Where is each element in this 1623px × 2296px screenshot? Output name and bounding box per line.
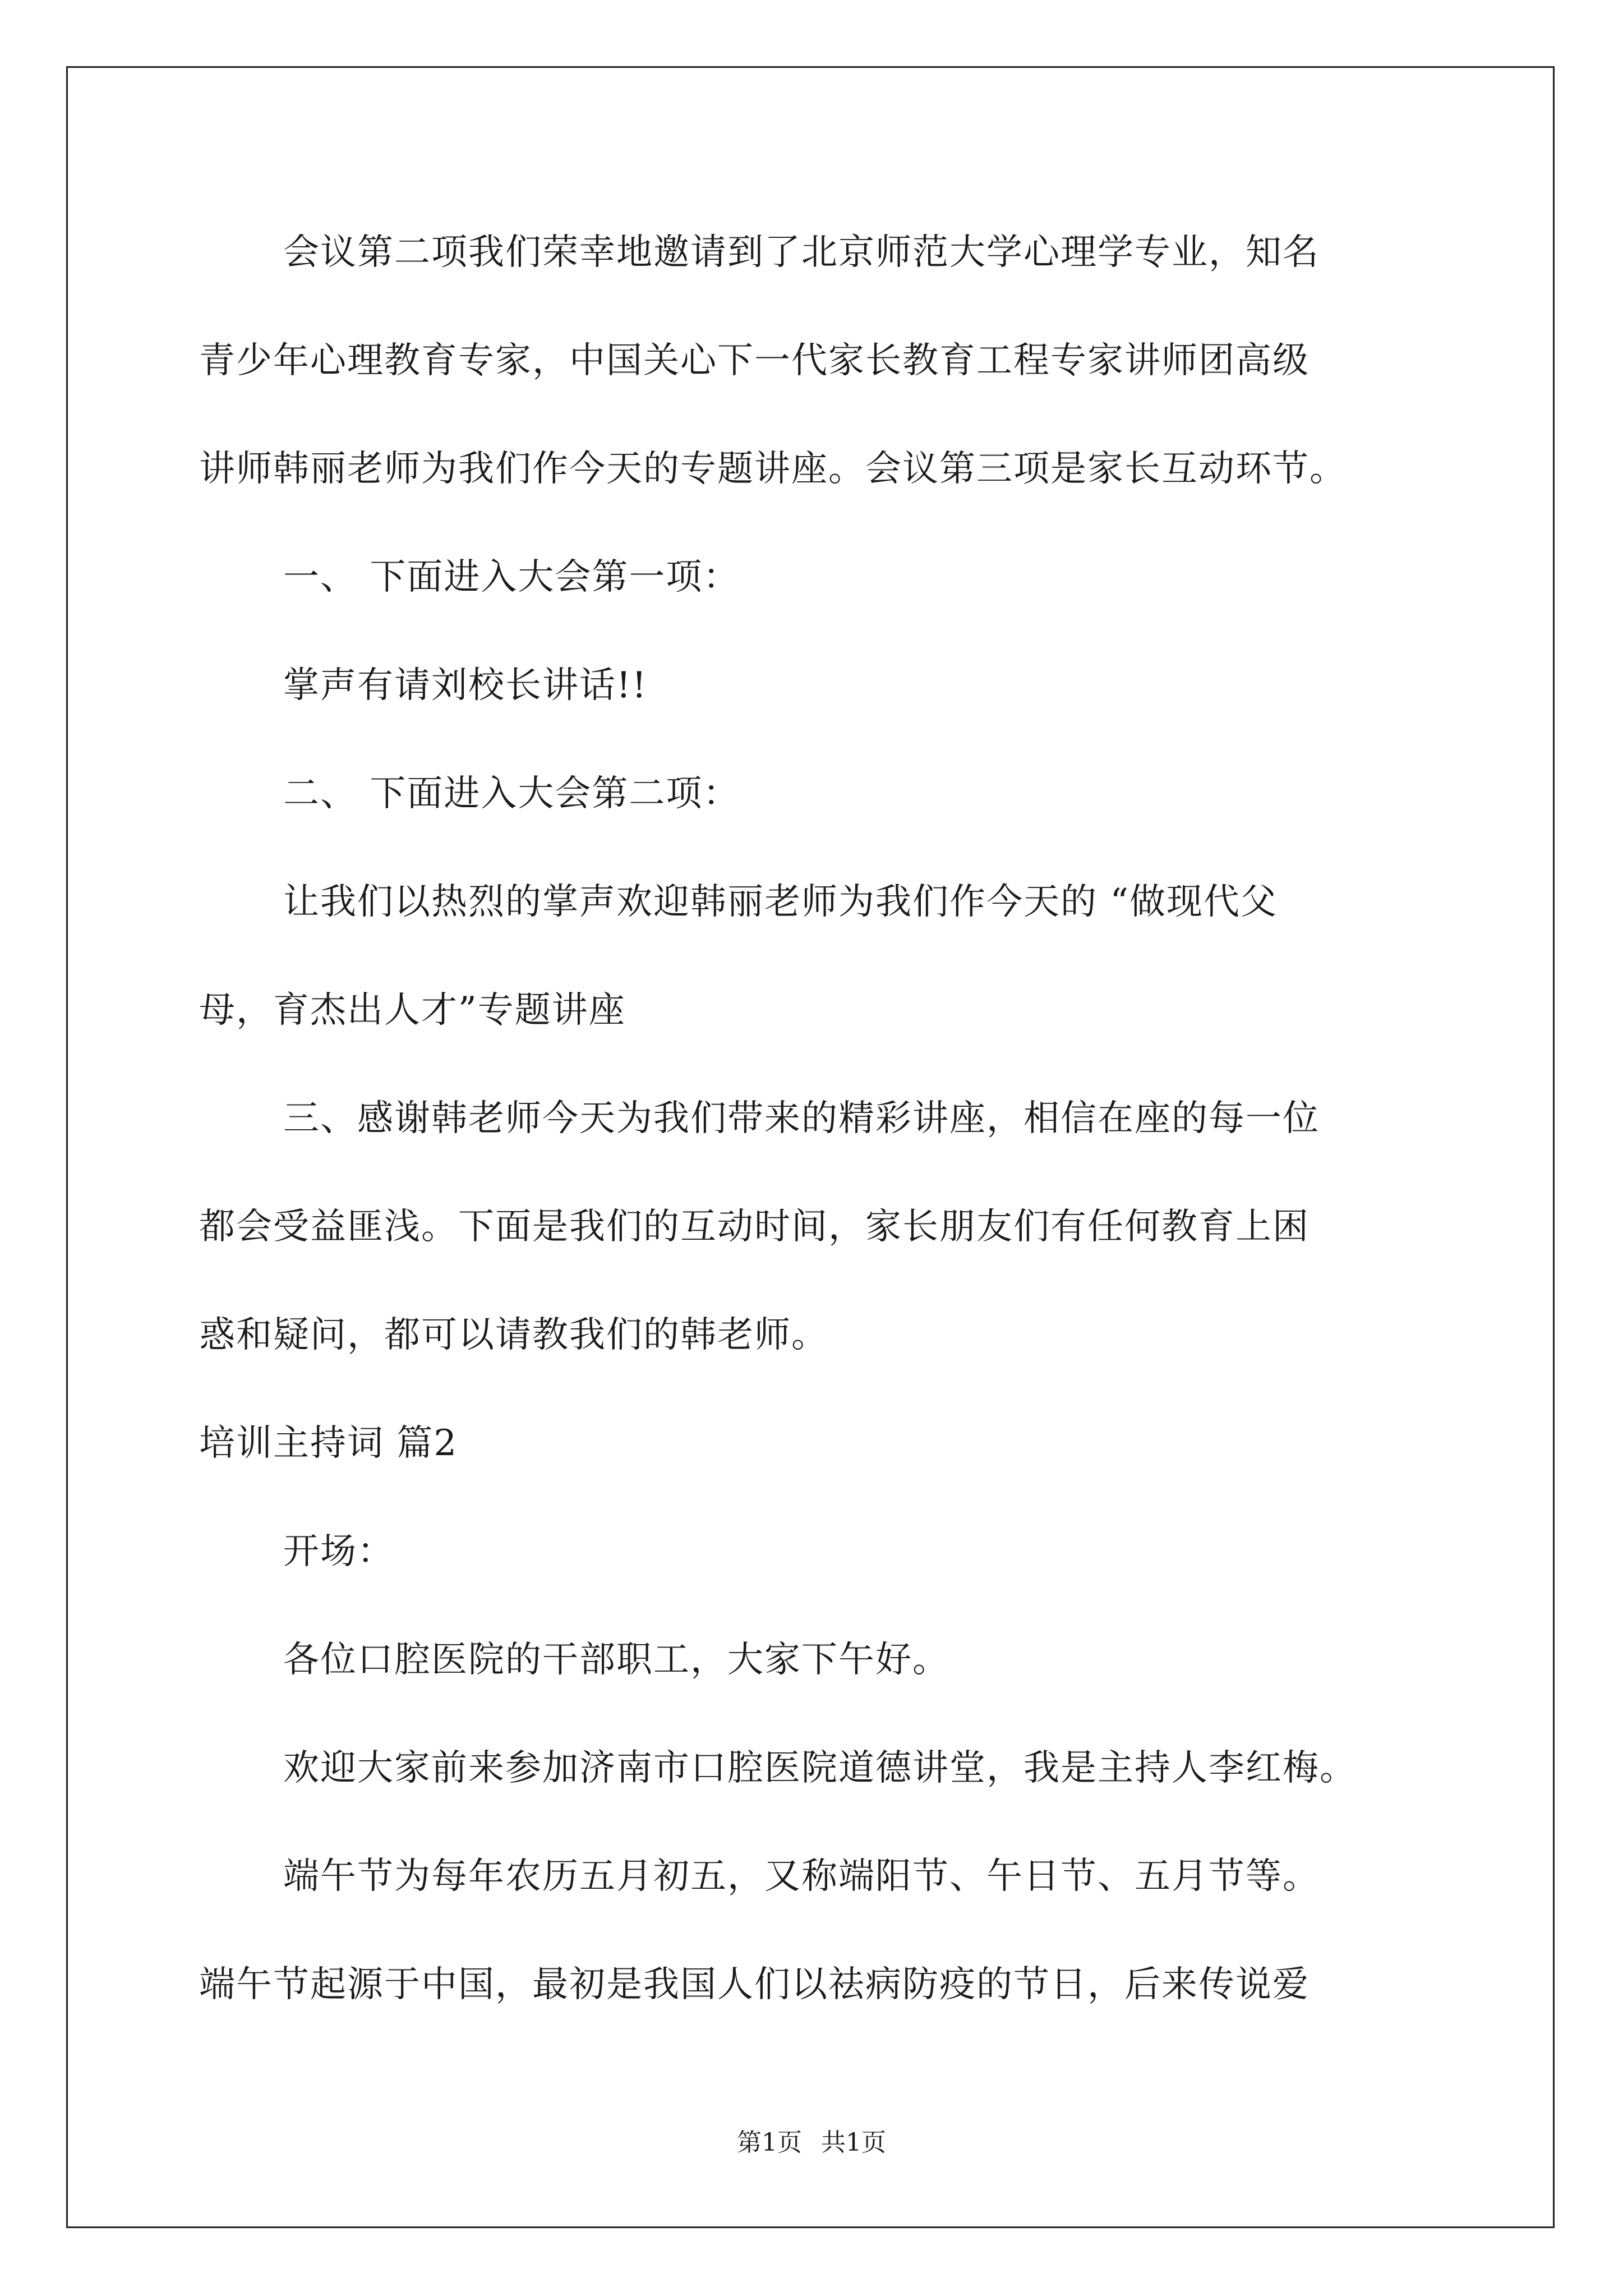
paragraph-line: 会议第二项我们荣幸地邀请到了北京师范大学心理学专业，知名 <box>283 232 1320 273</box>
paragraph-line: 都会受益匪浅。下面是我们的互动时间，家长朋友们有任何教育上困 <box>199 1206 1310 1248</box>
paragraph-line: 掌声有请刘校长讲话!! <box>283 665 648 706</box>
paragraph-line: 让我们以热烈的掌声欢迎韩丽老师为我们作今天的 “做现代父 <box>283 881 1278 923</box>
list-item-heading: 二、 下面进入大会第二项： <box>283 773 740 815</box>
paragraph-line: 母，育杰出人才”专题讲座 <box>199 990 626 1031</box>
page-total: 共1页 <box>821 2128 886 2157</box>
paragraph-line: 开场： <box>283 1531 394 1572</box>
section-heading: 培训主持词 篇2 <box>199 1423 458 1464</box>
paragraph-line: 端午节起源于中国，最初是我国人们以祛病防疫的节日，后来传说爱 <box>199 1964 1310 2005</box>
paragraph-line: 各位口腔医院的干部职工，大家下午好。 <box>283 1639 949 1681</box>
list-item-heading: 一、 下面进入大会第一项： <box>283 556 740 598</box>
paragraph-line: 惑和疑问，都可以请教我们的韩老师。 <box>199 1314 828 1356</box>
paragraph-line: 欢迎大家前来参加济南市口腔医院道德讲堂，我是主持人李红梅。 <box>283 1747 1357 1789</box>
page-footer <box>0 2127 1623 2159</box>
paragraph-line: 青少年心理教育专家，中国关心下一代家长教育工程专家讲师团高级 <box>199 340 1310 381</box>
paragraph-line: 端午节为每年农历五月初五，又称端阳节、午日节、五月节等。 <box>283 1856 1320 1897</box>
page-number: 第1页 <box>737 2128 802 2157</box>
paragraph-line: 三、感谢韩老师今天为我们带来的精彩讲座，相信在座的每一位 <box>283 1098 1320 1139</box>
paragraph-line: 讲师韩丽老师为我们作今天的专题讲座。会议第三项是家长互动环节。 <box>199 448 1347 490</box>
